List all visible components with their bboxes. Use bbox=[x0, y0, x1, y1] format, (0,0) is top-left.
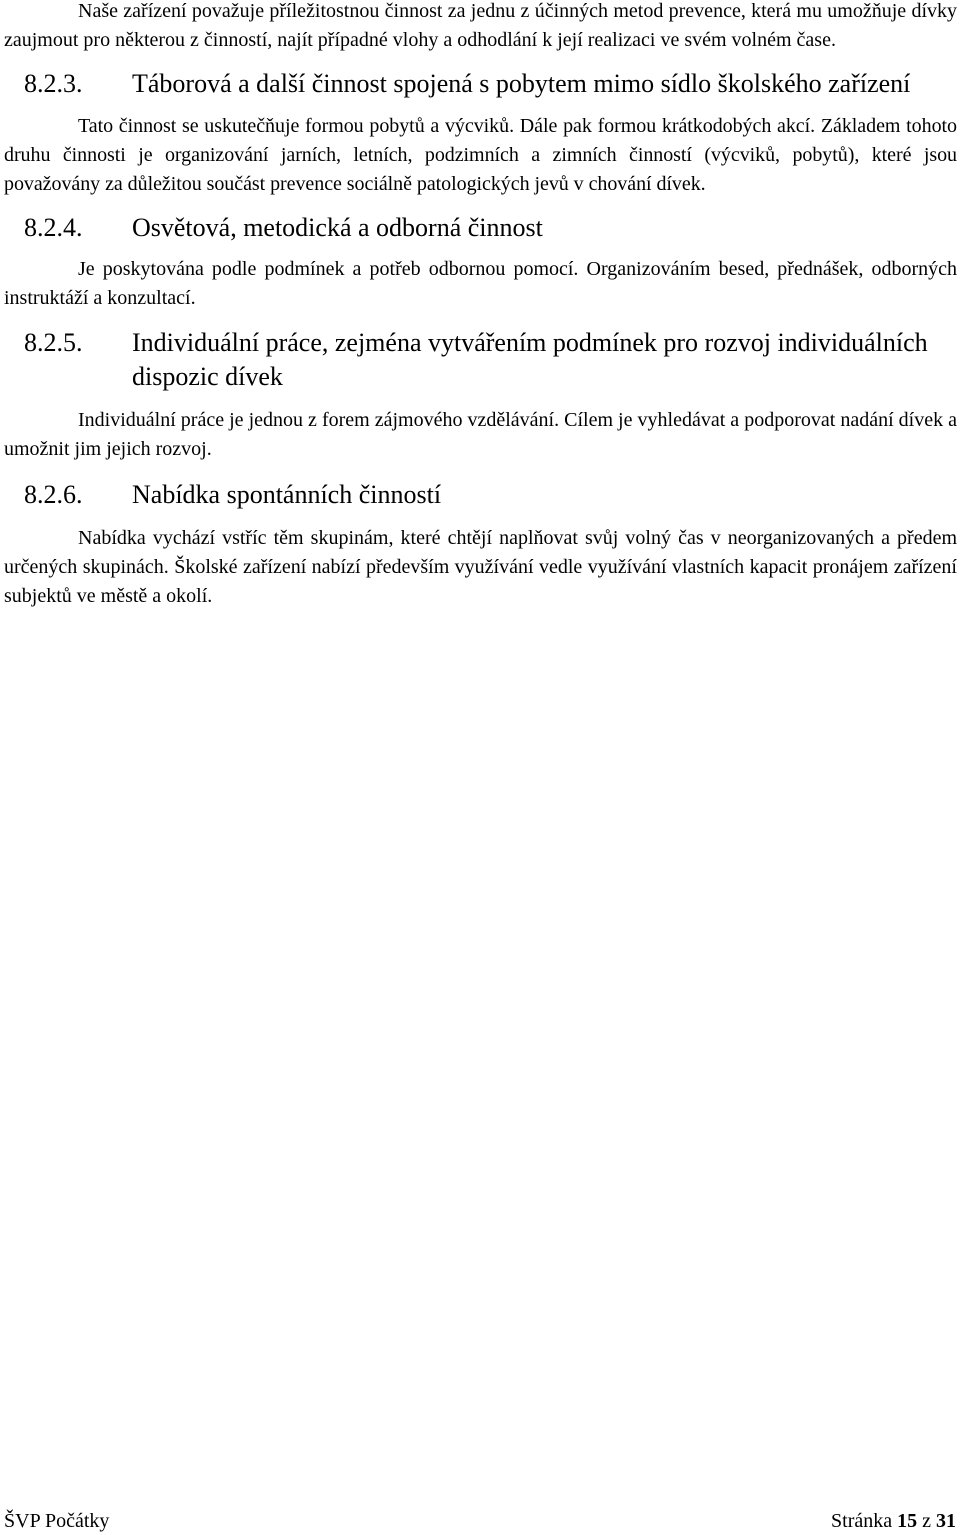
section-number: 8.2.5. bbox=[24, 328, 83, 357]
section-title: Táborová a další činnost spojená s pobytem mimo sídlo školského zařízení bbox=[132, 69, 911, 98]
footer-document-name: ŠVP Počátky bbox=[4, 1510, 110, 1532]
section-number: 8.2.3. bbox=[24, 69, 83, 98]
section-heading-8-2-3 bbox=[4, 67, 957, 101]
section-text-8-2-6: Nabídka vychází vstříc těm skupinám, které chtějí naplňovat svůj volný čas v neorganizovaných a předem určených skupinách. Školské zařízení nabízí především využívání vedle využívání vlastních kapacit pronájem zařízení subjektů ve městě a okolí. bbox=[4, 527, 957, 607]
footer-page-total: 31 bbox=[936, 1510, 956, 1532]
section-number: 8.2.6. bbox=[24, 480, 83, 509]
footer-page-prefix: Stránka bbox=[831, 1510, 893, 1532]
footer-page-number bbox=[831, 1508, 956, 1534]
footer-page-sep: z bbox=[922, 1510, 931, 1532]
section-number: 8.2.4. bbox=[24, 213, 83, 242]
section-heading-8-2-4 bbox=[4, 211, 957, 245]
document-page bbox=[4, 0, 957, 611]
footer-page-current: 15 bbox=[897, 1510, 918, 1532]
section-title: Nabídka spontánních činností bbox=[132, 480, 442, 509]
section-heading-8-2-5 bbox=[4, 326, 957, 394]
section-title: Osvětová, metodická a odborná činnost bbox=[132, 213, 543, 242]
section-text-8-2-4: Je poskytována podle podmínek a potřeb odbornou pomocí. Organizováním besed, přednášek, odborných instruktáží a konzultací. bbox=[4, 258, 957, 309]
section-text-8-2-5: Individuální práce je jednou z forem zájmového vzdělávání. Cílem je vyhledávat a podporovat nadání dívek a umožnit jim jejich rozvoj. bbox=[4, 409, 957, 460]
section-title: Individuální práce, zejména vytvářením podmínek pro rozvoj individuálních dispozic dívek bbox=[132, 328, 928, 391]
section-heading-8-2-6 bbox=[4, 478, 957, 512]
section-text-8-2-3: Tato činnost se uskutečňuje formou pobytů a výcviků. Dále pak formou krátkodobých akcí. Základem tohoto druhu činnosti je organizování jarních, letních, podzimních a zimních činností (výcviků, pobytů), které jsou považovány za důležitou součást prevence sociálně patologických jevů v chování dívek. bbox=[4, 115, 957, 195]
intro-paragraph: Naše zařízení považuje příležitostnou činnost za jednu z účinných metod prevence, která mu umožňuje dívky zaujmout pro některou z činností, najít případné vlohy a odhodlání k její realizaci ve svém volném čase. bbox=[4, 0, 957, 51]
